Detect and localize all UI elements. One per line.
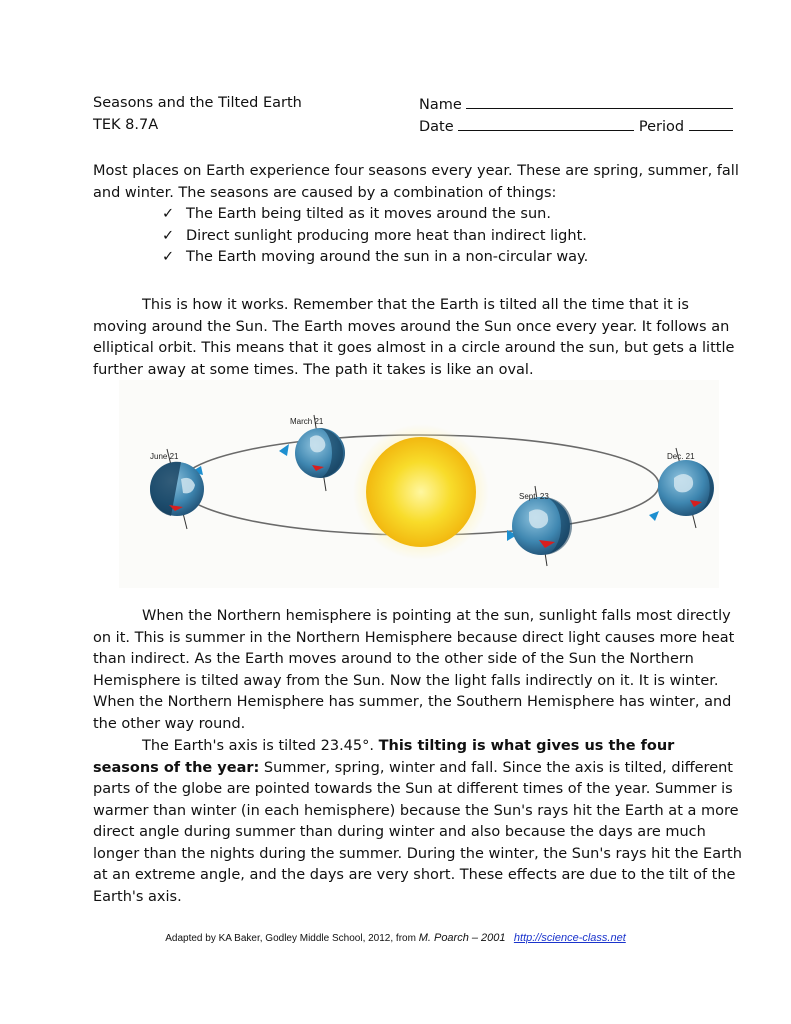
intro-paragraph: Most places on Earth experience four seasons every year. These are spring, summer, fall and winter. The seasons are caused by a combination of things: [93,163,739,201]
label-dec: Dec. 21 [667,452,695,461]
footer-link[interactable]: http://science-class.net [513,932,626,944]
axis-text-start: The Earth's axis is tilted 23.45°. [142,738,379,754]
label-june: June 21 [150,452,179,461]
earth-march [295,415,345,491]
orbit-paragraph: This is how it works. Remember that the Earth is tilted all the time that it is moving around the Sun. The Earth moves around the Sun once every year. It follows an elliptical orbit. This means that it goes almost in a circle around the sun, but gets a little further away at some times. The path it takes is like an oval. [93,297,735,378]
checklist-item [162,247,588,269]
name-label: Name [419,97,462,113]
period-field[interactable] [689,117,733,131]
date-row [419,117,733,135]
checklist-text: Direct sunlight producing more heat than indirect light. [186,227,587,244]
cause-checklist [162,204,588,269]
checkmark-icon: ✓ [162,206,175,222]
date-field[interactable] [458,117,634,131]
name-field[interactable] [466,95,733,109]
period-label: Period [638,119,685,135]
earth-june [150,449,204,529]
checklist-item [162,226,588,248]
worksheet-title: Seasons and the Tilted Earth [93,95,302,111]
name-row [419,95,733,113]
axis-text-emphasis: This tilting is what gives us the four seasons of the year: [93,738,675,776]
worksheet-subtitle: TEK 8.7A [93,117,159,133]
checkmark-icon: ✓ [162,249,175,265]
footer-credit [0,932,791,944]
axis-paragraph [93,736,743,908]
checklist-text: The Earth being tilted as it moves around the sun. [186,206,551,222]
label-march: March 21 [290,417,324,426]
checklist-text: The Earth moving around the sun in a non-circular way. [186,249,589,265]
axis-text-end: Summer, spring, winter and fall. Since the axis is tilted, different parts of the globe are pointed towards the Sun at different times of the year. Summer is warmer than winter (in each hemisphere) because the Sun's rays hit the Earth at a more direct angle during summer than during winter and also because the days are much longer than the nights during the summer. During the winter, the Sun's rays hit the Earth at an extreme angle, and the days are very short. These effects are due to the tilt of the Earth's axis. [93,759,742,905]
footer-author: M. Poarch – 2001 [418,932,506,944]
label-sept: Sept. 23 [519,492,549,501]
checklist-item [162,204,588,226]
orbit-diagram [119,380,719,588]
hemisphere-paragraph: When the Northern hemisphere is pointing at the sun, sunlight falls most directly on it. This is summer in the Northern Hemisphere because direct light causes more heat than indirect. As the Earth moves around to the other side of the Sun the Northern Hemisphere is tilted away from the Sun. Now the light falls indirectly on it. It is winter. When the Northern Hemisphere has summer, the Southern Hemisphere has winter, and the other way round. [93,608,735,732]
orbit-arrow-icon [649,511,659,521]
date-label: Date [419,119,454,135]
checkmark-icon: ✓ [162,227,175,244]
orbit-arrow-icon [279,444,289,456]
footer-credit-text: Adapted by KA Baker, Godley Middle School, 2012, from [165,933,419,944]
sun [366,437,476,547]
